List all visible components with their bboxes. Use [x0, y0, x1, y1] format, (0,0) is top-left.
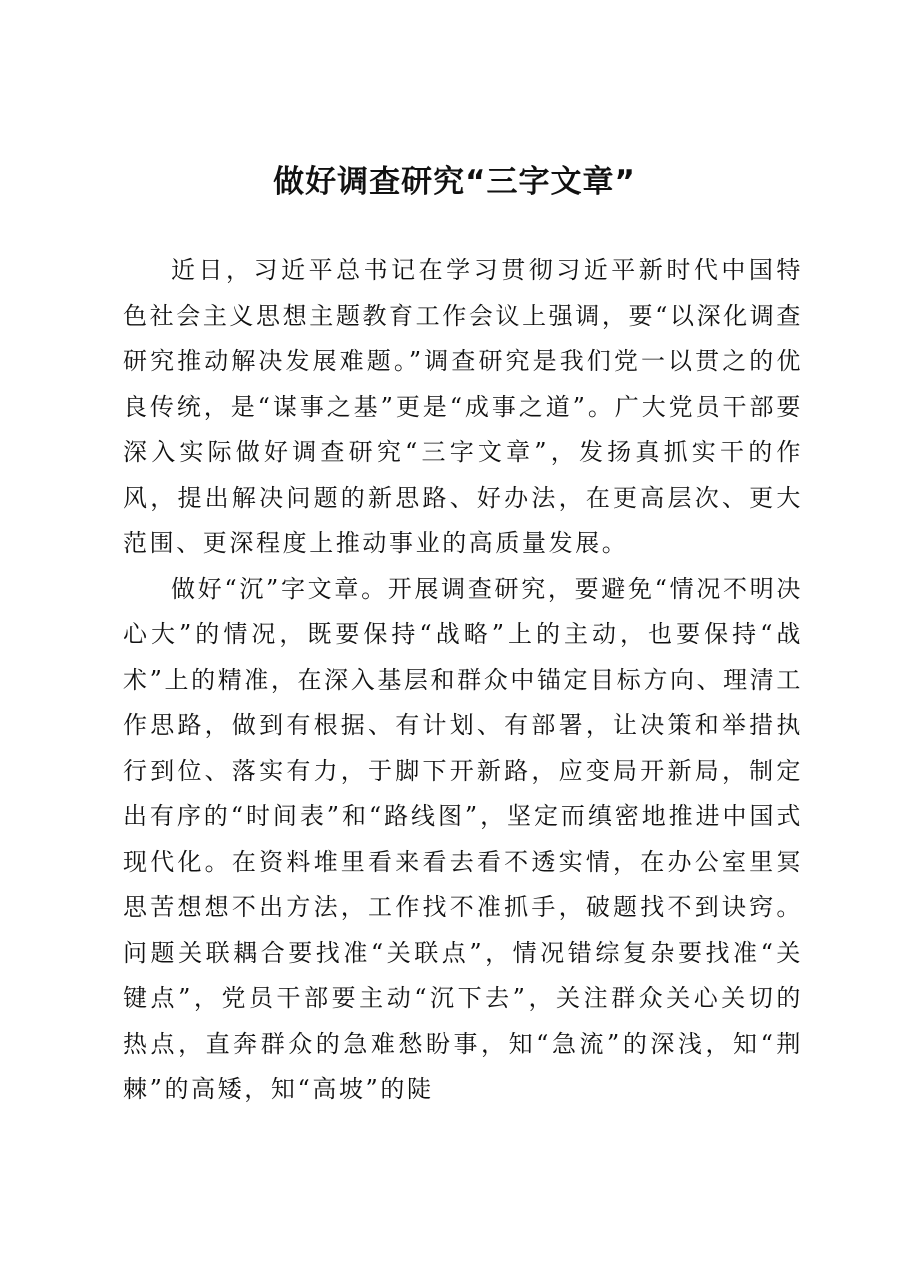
document-title: 做好调查研究“三字文章”: [273, 164, 636, 200]
paragraph-intro: 近日，习近平总书记在学习贯彻习近平新时代中国特色社会主义思想主题教育工作会议上强调，要“以深化调查研究推动解决发展难题。”调查研究是我们党一以贯之的优良传统，是“谋事之基”更是“成事之道”。广大党员干部要深入实际做好调查研究“三字文章”，发扬真抓实干的作风，提出解决问题的新思路、好办法，在更高层次、更大范围、更深程度上推动事业的高质量发展。: [123, 256, 803, 557]
paragraph-chen: 做好“沉”字文章。开展调查研究，要避免“情况不明决心大”的情况，既要保持“战略”上的主动，也要保持“战术”上的精准，在深入基层和群众中锚定目标方向、理清工作思路，做到有根据、有计划、有部署，让决策和举措执行到位、落实有力，于脚下开新路，应变局开新局，制定出有序的“时间表”和“路线图”，坚定而缜密地推进中国式现代化。在资料堆里看来看去看不透实情，在办公室里冥思苦想想不出方法，工作找不准抓手，破题找不到诀窍。问题关联耦合要找准“关联点”，情况错综复杂要找准“关键点”，党员干部要主动“沉下去”，关注群众关心关切的热点，直奔群众的急难愁盼事，知“急流”的深浅，知“荆棘”的高矮，知“高坡”的陡: [123, 574, 803, 1103]
document-body: [123, 248, 803, 1113]
